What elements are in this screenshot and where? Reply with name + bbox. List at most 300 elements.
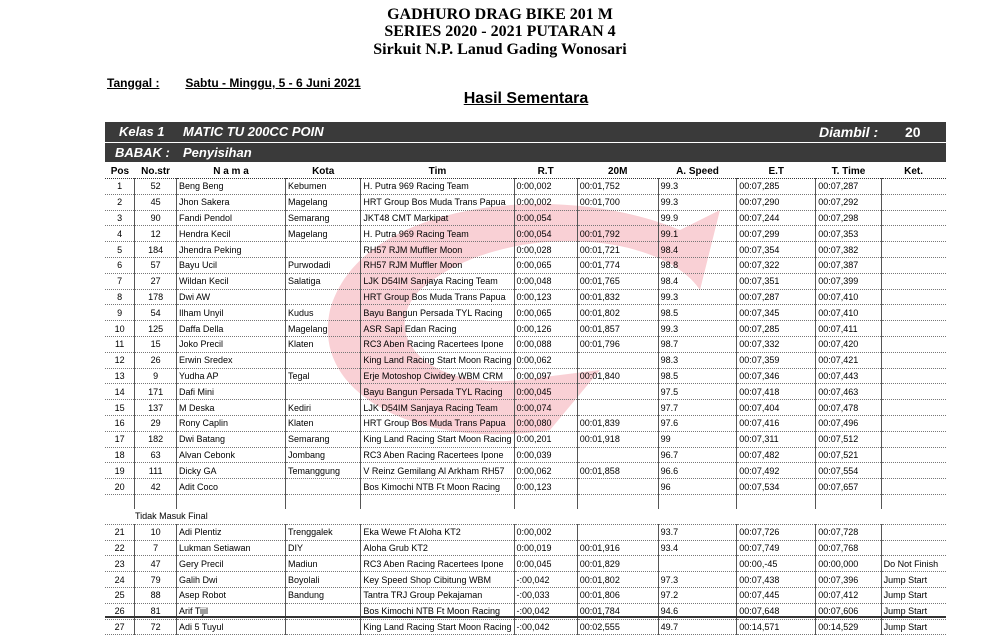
table-cell bbox=[285, 352, 360, 368]
class-bar bbox=[105, 122, 946, 142]
table-cell bbox=[881, 273, 946, 289]
table-cell: 00:01,796 bbox=[577, 336, 658, 352]
table-cell: 1 bbox=[105, 179, 135, 195]
table-cell: 88 bbox=[135, 587, 177, 603]
table-cell: HRT Group Bos Muda Trans Papua bbox=[361, 194, 514, 210]
table-cell: 99.1 bbox=[658, 226, 737, 242]
table-cell: Klaten bbox=[285, 415, 360, 431]
table-cell: 0:00,123 bbox=[514, 289, 577, 305]
table-cell: Salatiga bbox=[285, 273, 360, 289]
table-cell: 29 bbox=[135, 415, 177, 431]
table-cell bbox=[881, 305, 946, 321]
table-cell: Erje Motoshop Ciwidey WBM CRM bbox=[361, 368, 514, 384]
table-row bbox=[105, 242, 946, 258]
table-cell bbox=[881, 368, 946, 384]
table-cell: 00:07,478 bbox=[816, 400, 881, 416]
table-cell: Alvan Cebonk bbox=[176, 447, 285, 463]
table-cell bbox=[514, 494, 577, 509]
table-cell bbox=[285, 619, 360, 635]
table-cell bbox=[135, 494, 177, 509]
table-cell: 24 bbox=[105, 572, 135, 588]
table-row bbox=[105, 352, 946, 368]
table-cell: 81 bbox=[135, 603, 177, 619]
table-cell: 99.3 bbox=[658, 194, 737, 210]
table-cell bbox=[577, 524, 658, 540]
table-row bbox=[105, 179, 946, 195]
table-cell bbox=[577, 352, 658, 368]
table-row bbox=[105, 415, 946, 431]
table-cell: 97.7 bbox=[658, 400, 737, 416]
table-cell: 00:07,285 bbox=[737, 321, 816, 337]
table-cell: 182 bbox=[135, 431, 177, 447]
table-cell: 0:00,062 bbox=[514, 352, 577, 368]
table-cell: 0:00,123 bbox=[514, 479, 577, 495]
table-cell: Hendra Kecil bbox=[176, 226, 285, 242]
table-cell bbox=[285, 494, 360, 509]
table-cell: 63 bbox=[135, 447, 177, 463]
table-cell: 23 bbox=[105, 556, 135, 572]
table-cell: Fandi Pendol bbox=[176, 210, 285, 226]
column-header: No.str bbox=[135, 164, 177, 179]
table-cell: RC3 Aben Racing Racertees Ipone bbox=[361, 336, 514, 352]
table-cell: 00:07,287 bbox=[816, 179, 881, 195]
table-cell bbox=[737, 494, 816, 509]
table-cell: Trenggalek bbox=[285, 524, 360, 540]
table-cell: 171 bbox=[135, 384, 177, 400]
table-cell: 00:07,521 bbox=[816, 447, 881, 463]
table-cell: 00:07,396 bbox=[816, 572, 881, 588]
table-cell: 12 bbox=[105, 352, 135, 368]
table-cell: 42 bbox=[135, 479, 177, 495]
table-row bbox=[105, 463, 946, 479]
table-cell: 00:07,492 bbox=[737, 463, 816, 479]
results-subtitle: Hasil Sementara bbox=[463, 90, 589, 107]
table-row bbox=[105, 556, 946, 572]
column-header: A. Speed bbox=[658, 164, 737, 179]
table-cell: 00:01,784 bbox=[577, 603, 658, 619]
table-cell bbox=[881, 210, 946, 226]
table-cell: Lukman Setiawan bbox=[176, 540, 285, 556]
table-cell: 00:07,399 bbox=[816, 273, 881, 289]
table-cell: 00:00,-45 bbox=[737, 556, 816, 572]
event-title: GADHURO DRAG BIKE 201 M bbox=[387, 6, 613, 23]
table-cell: Yudha AP bbox=[176, 368, 285, 384]
table-cell: 98.7 bbox=[658, 336, 737, 352]
table-cell: 90 bbox=[135, 210, 177, 226]
table-cell: Dwi Batang bbox=[176, 431, 285, 447]
table-cell: 00:01,840 bbox=[577, 368, 658, 384]
table-cell: -:00,033 bbox=[514, 587, 577, 603]
table-cell: 13 bbox=[105, 368, 135, 384]
table-cell: Magelang bbox=[285, 194, 360, 210]
table-cell: 00:14,529 bbox=[816, 619, 881, 635]
table-row bbox=[105, 226, 946, 242]
table-cell: V Reinz Gemilang Al Arkham RH57 bbox=[361, 463, 514, 479]
table-cell: Galih Dwi bbox=[176, 572, 285, 588]
table-cell: 00:07,606 bbox=[816, 603, 881, 619]
table-cell bbox=[285, 242, 360, 258]
table-cell: Magelang bbox=[285, 321, 360, 337]
bottom-rule bbox=[105, 616, 946, 618]
table-cell: 00:07,496 bbox=[816, 415, 881, 431]
table-cell: 5 bbox=[105, 242, 135, 258]
table-cell: 00:07,244 bbox=[737, 210, 816, 226]
table-cell: 00:01,792 bbox=[577, 226, 658, 242]
table-cell: Adit Coco bbox=[176, 479, 285, 495]
table-cell: 00:07,382 bbox=[816, 242, 881, 258]
table-cell: DIY bbox=[285, 540, 360, 556]
table-cell: 98.4 bbox=[658, 242, 737, 258]
table-cell: 27 bbox=[135, 273, 177, 289]
table-cell bbox=[658, 556, 737, 572]
table-cell: 137 bbox=[135, 400, 177, 416]
table-cell: Purwodadi bbox=[285, 257, 360, 273]
table-cell: 0:00,080 bbox=[514, 415, 577, 431]
table-cell bbox=[881, 194, 946, 210]
table-cell: 0:00,065 bbox=[514, 257, 577, 273]
table-cell: 184 bbox=[135, 242, 177, 258]
table-cell: Bayu Bangun Persada TYL Racing bbox=[361, 305, 514, 321]
table-cell: Klaten bbox=[285, 336, 360, 352]
table-cell bbox=[881, 415, 946, 431]
table-cell: Semarang bbox=[285, 431, 360, 447]
table-cell: 3 bbox=[105, 210, 135, 226]
table-cell: 0:00,048 bbox=[514, 273, 577, 289]
table-cell bbox=[881, 242, 946, 258]
table-cell: 00:07,768 bbox=[816, 540, 881, 556]
table-cell: 7 bbox=[135, 540, 177, 556]
table-cell: 79 bbox=[135, 572, 177, 588]
table-cell: 00:01,858 bbox=[577, 463, 658, 479]
table-cell: Jump Start bbox=[881, 603, 946, 619]
table-cell: 22 bbox=[105, 540, 135, 556]
table-cell: H. Putra 969 Racing Team bbox=[361, 226, 514, 242]
table-cell: 97.3 bbox=[658, 572, 737, 588]
table-cell bbox=[881, 289, 946, 305]
table-cell: Bos Kimochi NTB Ft Moon Racing bbox=[361, 603, 514, 619]
table-cell bbox=[577, 479, 658, 495]
table-cell: Aloha Grub KT2 bbox=[361, 540, 514, 556]
table-cell: 93.4 bbox=[658, 540, 737, 556]
table-cell: 00:07,445 bbox=[737, 587, 816, 603]
babak-label: BABAK : bbox=[115, 145, 170, 160]
table-cell: 00:14,571 bbox=[737, 619, 816, 635]
table-cell: Kediri bbox=[285, 400, 360, 416]
table-row bbox=[105, 273, 946, 289]
table-cell: 178 bbox=[135, 289, 177, 305]
table-cell: 9 bbox=[135, 368, 177, 384]
table-row bbox=[105, 479, 946, 495]
table-cell: 25 bbox=[105, 587, 135, 603]
table-cell: 00:07,412 bbox=[816, 587, 881, 603]
column-header: Kota bbox=[285, 164, 360, 179]
table-cell: Boyolali bbox=[285, 572, 360, 588]
table-cell: 0:00,065 bbox=[514, 305, 577, 321]
table-cell: Jhon Sakera bbox=[176, 194, 285, 210]
table-cell: 2 bbox=[105, 194, 135, 210]
table-cell: 0:00,028 bbox=[514, 242, 577, 258]
table-cell: 00:07,359 bbox=[737, 352, 816, 368]
table-cell: Bayu Ucil bbox=[176, 257, 285, 273]
table-cell: 49.7 bbox=[658, 619, 737, 635]
table-cell: Kebumen bbox=[285, 179, 360, 195]
table-cell: Key Speed Shop Cibitung WBM bbox=[361, 572, 514, 588]
table-cell: 00:01,839 bbox=[577, 415, 658, 431]
table-cell: 98.8 bbox=[658, 257, 737, 273]
table-cell: Asep Robot bbox=[176, 587, 285, 603]
table-row bbox=[105, 400, 946, 416]
table-row bbox=[105, 368, 946, 384]
table-cell: 00:07,292 bbox=[816, 194, 881, 210]
table-cell: 111 bbox=[135, 463, 177, 479]
table-cell bbox=[881, 540, 946, 556]
table-cell: Erwin Sredex bbox=[176, 352, 285, 368]
column-header: N a m a bbox=[176, 164, 285, 179]
table-cell: 00:07,345 bbox=[737, 305, 816, 321]
table-cell: LJK D54IM Sanjaya Racing Team bbox=[361, 400, 514, 416]
table-cell: 99.3 bbox=[658, 289, 737, 305]
table-cell: Tegal bbox=[285, 368, 360, 384]
table-cell: 00:07,420 bbox=[816, 336, 881, 352]
table-cell: 00:07,387 bbox=[816, 257, 881, 273]
table-cell: 00:07,512 bbox=[816, 431, 881, 447]
table-cell: 00:01,857 bbox=[577, 321, 658, 337]
table-cell bbox=[881, 179, 946, 195]
table-cell: 00:01,774 bbox=[577, 257, 658, 273]
table-cell: Wildan Kecil bbox=[176, 273, 285, 289]
column-header: R.T bbox=[514, 164, 577, 179]
table-cell: 0:00,002 bbox=[514, 179, 577, 195]
table-cell: 57 bbox=[135, 257, 177, 273]
table-cell: 00:01,700 bbox=[577, 194, 658, 210]
section-label: Tidak Masuk Final bbox=[105, 509, 946, 524]
table-cell: 0:00,097 bbox=[514, 368, 577, 384]
table-cell: 96 bbox=[658, 479, 737, 495]
table-cell: HRT Group Bos Muda Trans Papua bbox=[361, 415, 514, 431]
table-cell: 125 bbox=[135, 321, 177, 337]
table-cell bbox=[881, 400, 946, 416]
spacer-row bbox=[105, 494, 946, 509]
table-cell: 17 bbox=[105, 431, 135, 447]
table-cell: 00:07,482 bbox=[737, 447, 816, 463]
table-cell: 00:07,311 bbox=[737, 431, 816, 447]
table-cell: Kudus bbox=[285, 305, 360, 321]
table-cell: 11 bbox=[105, 336, 135, 352]
table-cell bbox=[577, 400, 658, 416]
table-cell: 00:07,410 bbox=[816, 305, 881, 321]
diambil-label: Diambil : bbox=[819, 124, 879, 140]
table-cell: Daffa Della bbox=[176, 321, 285, 337]
table-cell: 0:00,074 bbox=[514, 400, 577, 416]
table-cell: Jhendra Peking bbox=[176, 242, 285, 258]
table-cell: 00:07,421 bbox=[816, 352, 881, 368]
table-cell: Beng Beng bbox=[176, 179, 285, 195]
table-cell: Tantra TRJ Group Pekajaman bbox=[361, 587, 514, 603]
table-cell: 54 bbox=[135, 305, 177, 321]
table-cell bbox=[361, 494, 514, 509]
table-cell: 00:07,290 bbox=[737, 194, 816, 210]
table-cell: Bayu Bangun Persada TYL Racing bbox=[361, 384, 514, 400]
table-cell: 15 bbox=[135, 336, 177, 352]
table-cell: 97.6 bbox=[658, 415, 737, 431]
table-cell: 0:00,019 bbox=[514, 540, 577, 556]
table-cell: 00:07,299 bbox=[737, 226, 816, 242]
table-cell: 00:07,298 bbox=[816, 210, 881, 226]
table-cell: Jump Start bbox=[881, 572, 946, 588]
table-cell: 00:01,916 bbox=[577, 540, 658, 556]
table-row bbox=[105, 540, 946, 556]
table-cell: LJK D54IM Sanjaya Racing Team bbox=[361, 273, 514, 289]
column-header: E.T bbox=[737, 164, 816, 179]
table-cell: 98.4 bbox=[658, 273, 737, 289]
table-cell: 00:07,463 bbox=[816, 384, 881, 400]
table-cell: 00:01,721 bbox=[577, 242, 658, 258]
table-row bbox=[105, 619, 946, 635]
column-header: Ket. bbox=[881, 164, 946, 179]
table-cell bbox=[881, 479, 946, 495]
table-cell bbox=[881, 321, 946, 337]
circuit-title: Sirkuit N.P. Lanud Gading Wonosari bbox=[373, 41, 627, 58]
table-cell: 00:07,648 bbox=[737, 603, 816, 619]
table-cell: 14 bbox=[105, 384, 135, 400]
table-cell bbox=[881, 494, 946, 509]
table-cell: 10 bbox=[105, 321, 135, 337]
date-value: Sabtu - Minggu, 5 - 6 Juni 2021 bbox=[185, 76, 361, 90]
table-cell: HRT Group Bos Muda Trans Papua bbox=[361, 289, 514, 305]
table-cell bbox=[658, 494, 737, 509]
table-cell: 99 bbox=[658, 431, 737, 447]
table-cell: H. Putra 969 Racing Team bbox=[361, 179, 514, 195]
table-row bbox=[105, 210, 946, 226]
table-row bbox=[105, 431, 946, 447]
table-cell: 96.6 bbox=[658, 463, 737, 479]
table-cell: 19 bbox=[105, 463, 135, 479]
column-header: Tim bbox=[361, 164, 514, 179]
table-row bbox=[105, 447, 946, 463]
table-cell: 93.7 bbox=[658, 524, 737, 540]
table-cell: 00:07,443 bbox=[816, 368, 881, 384]
table-cell: Bos Kimochi NTB Ft Moon Racing bbox=[361, 479, 514, 495]
table-cell: 00:07,410 bbox=[816, 289, 881, 305]
table-cell bbox=[577, 210, 658, 226]
table-cell: 0:00,126 bbox=[514, 321, 577, 337]
table-cell: 45 bbox=[135, 194, 177, 210]
table-cell: 00:01,765 bbox=[577, 273, 658, 289]
table-cell: 00:07,354 bbox=[737, 242, 816, 258]
table-cell: 00:07,285 bbox=[737, 179, 816, 195]
table-cell: 00:07,438 bbox=[737, 572, 816, 588]
table-cell: 26 bbox=[105, 603, 135, 619]
table-cell: King Land Racing Start Moon Racing bbox=[361, 352, 514, 368]
diambil-value: 20 bbox=[905, 124, 921, 140]
table-cell: 72 bbox=[135, 619, 177, 635]
table-cell bbox=[881, 447, 946, 463]
table-cell: 7 bbox=[105, 273, 135, 289]
table-cell: 00:07,411 bbox=[816, 321, 881, 337]
table-cell bbox=[881, 463, 946, 479]
table-cell: Madiun bbox=[285, 556, 360, 572]
table-cell: -:00,042 bbox=[514, 572, 577, 588]
table-cell: 00:01,802 bbox=[577, 572, 658, 588]
table-cell: 0:00,045 bbox=[514, 556, 577, 572]
table-cell: 27 bbox=[105, 619, 135, 635]
table-cell: 10 bbox=[135, 524, 177, 540]
table-cell bbox=[285, 289, 360, 305]
table-cell: 12 bbox=[135, 226, 177, 242]
table-cell: RC3 Aben Racing Racertees Ipone bbox=[361, 447, 514, 463]
table-cell: 21 bbox=[105, 524, 135, 540]
table-cell bbox=[105, 494, 135, 509]
table-cell: 00:01,752 bbox=[577, 179, 658, 195]
table-cell: 94.6 bbox=[658, 603, 737, 619]
table-cell: 00:07,404 bbox=[737, 400, 816, 416]
table-cell: 0:00,088 bbox=[514, 336, 577, 352]
table-cell: Dwi AW bbox=[176, 289, 285, 305]
table-cell: 4 bbox=[105, 226, 135, 242]
table-cell: 00:07,322 bbox=[737, 257, 816, 273]
table-cell: 99.3 bbox=[658, 321, 737, 337]
babak-value: Penyisihan bbox=[183, 145, 252, 160]
table-cell: 00:01,918 bbox=[577, 431, 658, 447]
table-cell: 47 bbox=[135, 556, 177, 572]
table-cell: JKT48 CMT Markipat bbox=[361, 210, 514, 226]
table-cell: Adi 5 Tuyul bbox=[176, 619, 285, 635]
series-title: SERIES 2020 - 2021 PUTARAN 4 bbox=[384, 23, 616, 40]
table-cell: 0:00,062 bbox=[514, 463, 577, 479]
table-cell: 96.7 bbox=[658, 447, 737, 463]
table-cell: Jombang bbox=[285, 447, 360, 463]
table-cell: 00:07,416 bbox=[737, 415, 816, 431]
table-cell: Adi Plentiz bbox=[176, 524, 285, 540]
table-row bbox=[105, 194, 946, 210]
table-cell: 20 bbox=[105, 479, 135, 495]
table-row bbox=[105, 524, 946, 540]
column-header: Pos bbox=[105, 164, 135, 179]
table-cell bbox=[881, 384, 946, 400]
table-cell: 52 bbox=[135, 179, 177, 195]
table-cell: 98.5 bbox=[658, 368, 737, 384]
column-header: T. Time bbox=[816, 164, 881, 179]
table-cell: Do Not Finish bbox=[881, 556, 946, 572]
class-name: MATIC TU 200CC POIN bbox=[183, 124, 324, 139]
table-cell: -:00,042 bbox=[514, 603, 577, 619]
table-cell: 00:07,657 bbox=[816, 479, 881, 495]
table-cell: RC3 Aben Racing Racertees Ipone bbox=[361, 556, 514, 572]
table-cell: Arif Tijil bbox=[176, 603, 285, 619]
table-cell bbox=[881, 352, 946, 368]
table-cell: 00:07,353 bbox=[816, 226, 881, 242]
table-cell bbox=[881, 524, 946, 540]
table-cell: 00:02,555 bbox=[577, 619, 658, 635]
table-cell: Jump Start bbox=[881, 619, 946, 635]
date-line bbox=[107, 76, 361, 90]
table-cell: 16 bbox=[105, 415, 135, 431]
table-cell: 99.9 bbox=[658, 210, 737, 226]
table-cell: 98.3 bbox=[658, 352, 737, 368]
table-cell: RH57 RJM Muffler Moon bbox=[361, 242, 514, 258]
table-cell bbox=[285, 384, 360, 400]
table-cell: Semarang bbox=[285, 210, 360, 226]
babak-bar bbox=[105, 143, 946, 162]
table-cell: Gery Precil bbox=[176, 556, 285, 572]
table-cell: 0:00,045 bbox=[514, 384, 577, 400]
table-cell: ASR Sapi Edan Racing bbox=[361, 321, 514, 337]
table-cell: Jump Start bbox=[881, 587, 946, 603]
table-cell: 0:00,201 bbox=[514, 431, 577, 447]
class-label: Kelas 1 bbox=[119, 124, 165, 139]
table-cell: 18 bbox=[105, 447, 135, 463]
table-cell: 00:07,418 bbox=[737, 384, 816, 400]
